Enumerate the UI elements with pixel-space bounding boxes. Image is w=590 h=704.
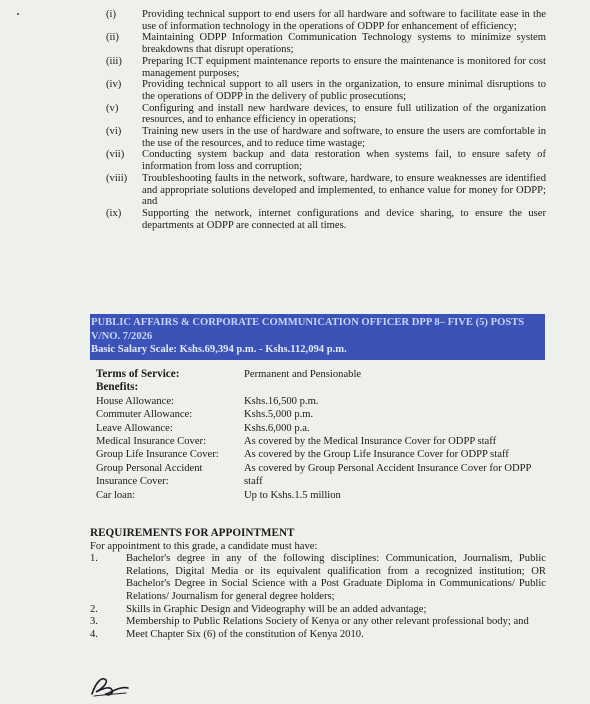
item-number: (iii) [106, 55, 122, 67]
list-item [90, 629, 546, 642]
list-item [104, 126, 546, 149]
benefit-label: Group Life Insurance Cover: [96, 449, 219, 461]
list-item [104, 173, 546, 208]
item-text: Skills in Graphic Design and Videography will be an added advantage; [126, 603, 427, 615]
item-text: Troubleshooting faults in the network, software, hardware, to ensure weaknesses are identified and appropriate solutions developed and implemented, to enhance value for money for ODPP; and [142, 172, 546, 208]
item-number: 4. [90, 628, 98, 640]
item-text: Preparing ICT equipment maintenance reports to ensure the maintenance is monitored for cost management purposes; [142, 55, 546, 79]
item-number: (viii) [106, 172, 128, 184]
list-item [104, 32, 546, 55]
item-number: 2. [90, 603, 98, 615]
requirements-heading: REQUIREMENTS FOR APPOINTMENT [90, 527, 295, 539]
benefit-value: Kshs.16,500 p.m. [244, 395, 319, 407]
benefit-value: As covered by the Medical Insurance Cover for ODPP staff [244, 436, 497, 448]
benefit-value: Kshs.6,000 p.a. [244, 422, 310, 434]
item-number: (vi) [106, 126, 122, 138]
benefit-value: As covered by the Group Life Insurance Cover for ODPP staff [244, 449, 509, 461]
item-text: Conducting system backup and data restoration when systems fail, to ensure safety of information from loss and corruption; [142, 149, 546, 173]
benefit-row [96, 422, 546, 435]
list-item [104, 103, 546, 126]
benefit-label: House Allowance: [96, 395, 174, 407]
benefit-row [96, 489, 546, 502]
list-item [104, 56, 546, 79]
benefit-label: Group Personal Accident Insurance Cover: [96, 462, 203, 488]
list-item [90, 604, 546, 617]
benefit-value: Kshs.5,000 p.m. [244, 409, 314, 421]
list-item [104, 79, 546, 102]
benefit-row [96, 435, 546, 448]
list-item [90, 553, 546, 603]
item-text: Bachelor's degree in any of the following disciplines: Communication, Journalism, Public Relations, Digital Media or its equivalent qualification from a recognized institution; OR Bachelor's Degree in Social Science with a Post Graduate Diploma in Communications/ Public Relations/ Journalism for general degree holders; [126, 553, 546, 602]
item-number: (ix) [106, 207, 122, 219]
duties-list [104, 9, 546, 231]
terms-label: Terms of Service: [96, 368, 180, 380]
benefit-value: As covered by Group Personal Accident Insurance Cover for ODPP staff [244, 462, 532, 488]
terms-row [96, 368, 546, 381]
benefit-label: Car loan: [96, 489, 136, 501]
item-text: Configuring and install new hardware devices, to ensure full utilization of the organization resources, and to enhance efficiency in operations; [142, 102, 546, 126]
benefit-row [96, 462, 546, 489]
list-item [104, 9, 546, 32]
benefit-label: Leave Allowance: [96, 422, 173, 434]
list-item [104, 149, 546, 172]
item-number: (vii) [106, 149, 125, 161]
item-text: Providing technical support to all users in the organization, to ensure minimal disruptions to the operations of ODPP in the delivery of public prosecutions; [142, 79, 546, 102]
requirements-intro: For appointment to this grade, a candidate must have: [90, 540, 318, 552]
item-text: Providing technical support to end users for all hardware and software to facilitate ease in the use of information technology in the operations of ODPP for enhancement of efficiency; [142, 9, 546, 32]
position-title: PUBLIC AFFAIRS & CORPORATE COMMUNICATION OFFICER DPP 8– FIVE (5) POSTS V/NO. 7/2026 [91, 317, 525, 342]
benefit-row [96, 448, 546, 461]
list-item [90, 616, 546, 629]
item-number: (iv) [106, 79, 122, 91]
terms-value: Permanent and Pensionable [244, 369, 362, 380]
benefit-row [96, 395, 546, 408]
benefit-label: Medical Insurance Cover: [96, 436, 207, 448]
margin-dot [17, 13, 19, 15]
terms-section [96, 368, 546, 502]
position-banner [90, 314, 545, 360]
salary-value: Kshs.69,394 p.m. - Kshs.112,094 p.m. [179, 344, 347, 355]
benefit-value: Up to Kshs.1.5 million [244, 489, 341, 501]
benefit-label: Commuter Allowance: [96, 409, 193, 421]
salary-label: Basic Salary Scale: [91, 344, 177, 355]
item-number: (i) [106, 9, 116, 20]
item-text: Meet Chapter Six (6) of the constitution of Kenya 2010. [126, 628, 364, 640]
benefit-row [96, 408, 546, 421]
benefits-heading: Benefits: [96, 381, 139, 394]
item-text: Membership to Public Relations Society of Kenya or any other relevant professional body; and [126, 616, 529, 628]
item-number: (v) [106, 102, 119, 114]
signature-mark [88, 672, 132, 700]
item-text: Training new users in the use of hardware and software, to ensure the users are comfortable in the use of the resources, and to reduce time wastage; [142, 126, 546, 149]
salary-line [91, 343, 543, 357]
list-item [104, 208, 546, 231]
item-text: Supporting the network, internet configurations and device sharing, to ensure the user departments at ODPP are connected at all times. [142, 207, 546, 231]
requirements-section [90, 527, 546, 641]
item-number: 1. [90, 553, 98, 565]
item-text: Maintaining ODPP Information Communication Technology systems to minimize system breakdowns that disrupt operations; [142, 32, 546, 56]
item-number: 3. [90, 616, 98, 628]
item-number: (ii) [106, 32, 119, 44]
